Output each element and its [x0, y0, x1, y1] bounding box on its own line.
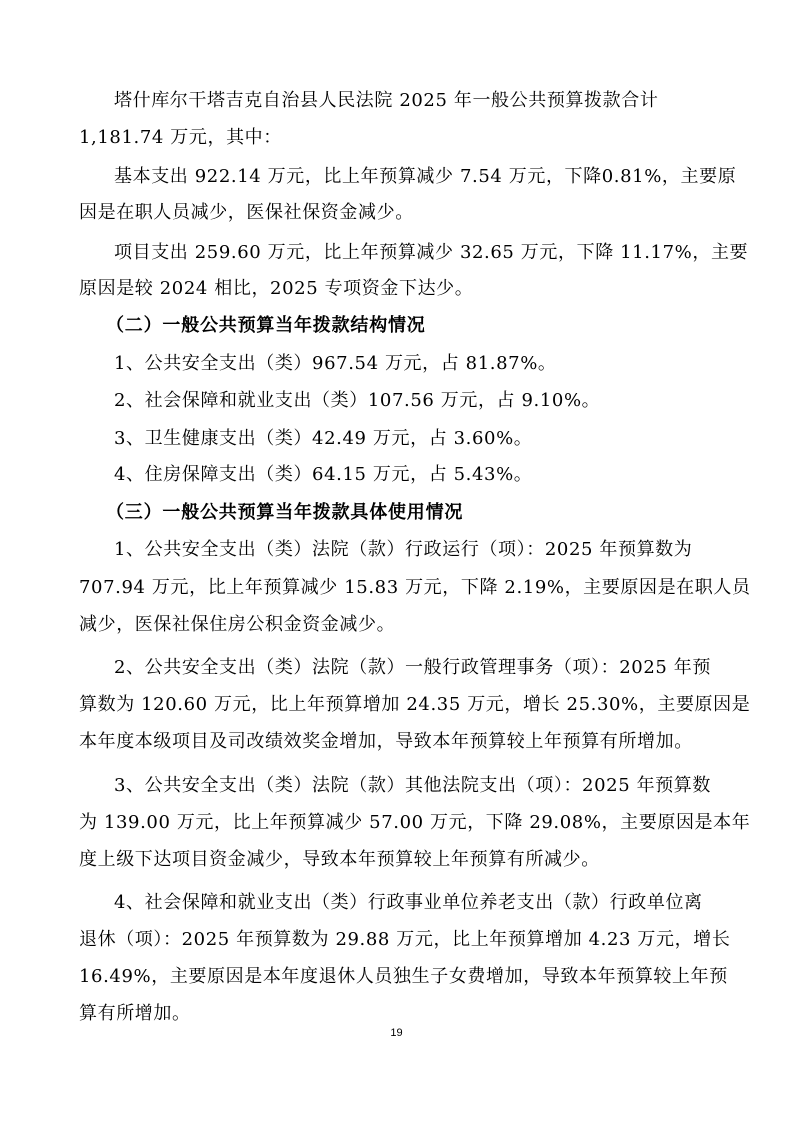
section-3-item-4-line-3: 16.49%，主要原因是本年度退休人员独生子女费增加，导致本年预算较上年预 — [79, 966, 728, 987]
project-expense-line-1: 项目支出 259.60 万元，比上年预算减少 32.65 万元，下降 11.17%，主要 — [114, 242, 749, 263]
section-3-item-2-line-1: 2、公共安全支出（类）法院（款）一般行政管理事务（项）：2025 年预 — [114, 657, 711, 678]
section-2-item-2: 2、社会保障和就业支出（类）107.56 万元，占 9.10%。 — [114, 390, 601, 411]
section-3-item-1-line-2: 707.94 万元，比上年预算减少 15.83 万元，下降 2.19%，主要原因是在职人员 — [79, 577, 751, 598]
section-3-item-4-line-4: 算有所增加。 — [79, 1003, 191, 1024]
intro-line-1: 塔什库尔干塔吉克自治县人民法院 2025 年一般公共预算拨款合计 — [114, 90, 659, 111]
section-3-item-3-line-2: 为 139.00 万元，比上年预算减少 57.00 万元，下降 29.08%，主要原因是本年 — [79, 812, 751, 833]
project-expense-line-2: 原因是较 2024 相比，2025 专项资金下达少。 — [79, 278, 474, 299]
section-2-item-3: 3、卫生健康支出（类）42.49 万元，占 3.60%。 — [114, 428, 533, 449]
basic-expense-line-1: 基本支出 922.14 万元，比上年预算减少 7.54 万元，下降0.81%，主要原 — [114, 166, 737, 187]
section-3-item-3-line-3: 度上级下达项目资金减少，导致本年预算较上年预算有所减少。 — [79, 849, 600, 870]
section-3-item-1-line-1: 1、公共安全支出（类）法院（款）行政运行（项）：2025 年预算数为 — [114, 539, 693, 560]
section-2-item-1: 1、公共安全支出（类）967.54 万元，占 81.87%。 — [114, 353, 557, 374]
section-3-item-4-line-1: 4、社会保障和就业支出（类）行政事业单位养老支出（款）行政单位离 — [114, 892, 703, 913]
section-3-item-2-line-3: 本年度本级项目及司改绩效奖金增加，导致本年预算较上年预算有所增加。 — [79, 731, 693, 752]
page-number: 19 — [390, 1027, 403, 1039]
section-3-item-1-line-3: 减少，医保社保住房公积金资金减少。 — [79, 614, 396, 635]
section-3-item-2-line-2: 算数为 120.60 万元，比上年预算增加 24.35 万元，增长 25.30%，主要原因是 — [79, 694, 751, 715]
section-3-item-3-line-1: 3、公共安全支出（类）法院（款）其他法院支出（项）：2025 年预算数 — [114, 775, 711, 796]
section-3-item-4-line-2: 退休（项）：2025 年预算数为 29.88 万元，比上年预算增加 4.23 万元，增长 — [79, 929, 731, 950]
section-2-item-4: 4、住房保障支出（类）64.15 万元，占 5.43%。 — [114, 464, 533, 485]
intro-line-2: 1,181.74 万元，其中： — [79, 127, 282, 148]
basic-expense-line-2: 因是在职人员减少，医保社保资金减少。 — [79, 202, 414, 223]
section-2-heading: （二）一般公共预算当年拨款结构情况 — [106, 315, 426, 336]
section-3-heading: （三）一般公共预算当年拨款具体使用情况 — [106, 502, 464, 523]
